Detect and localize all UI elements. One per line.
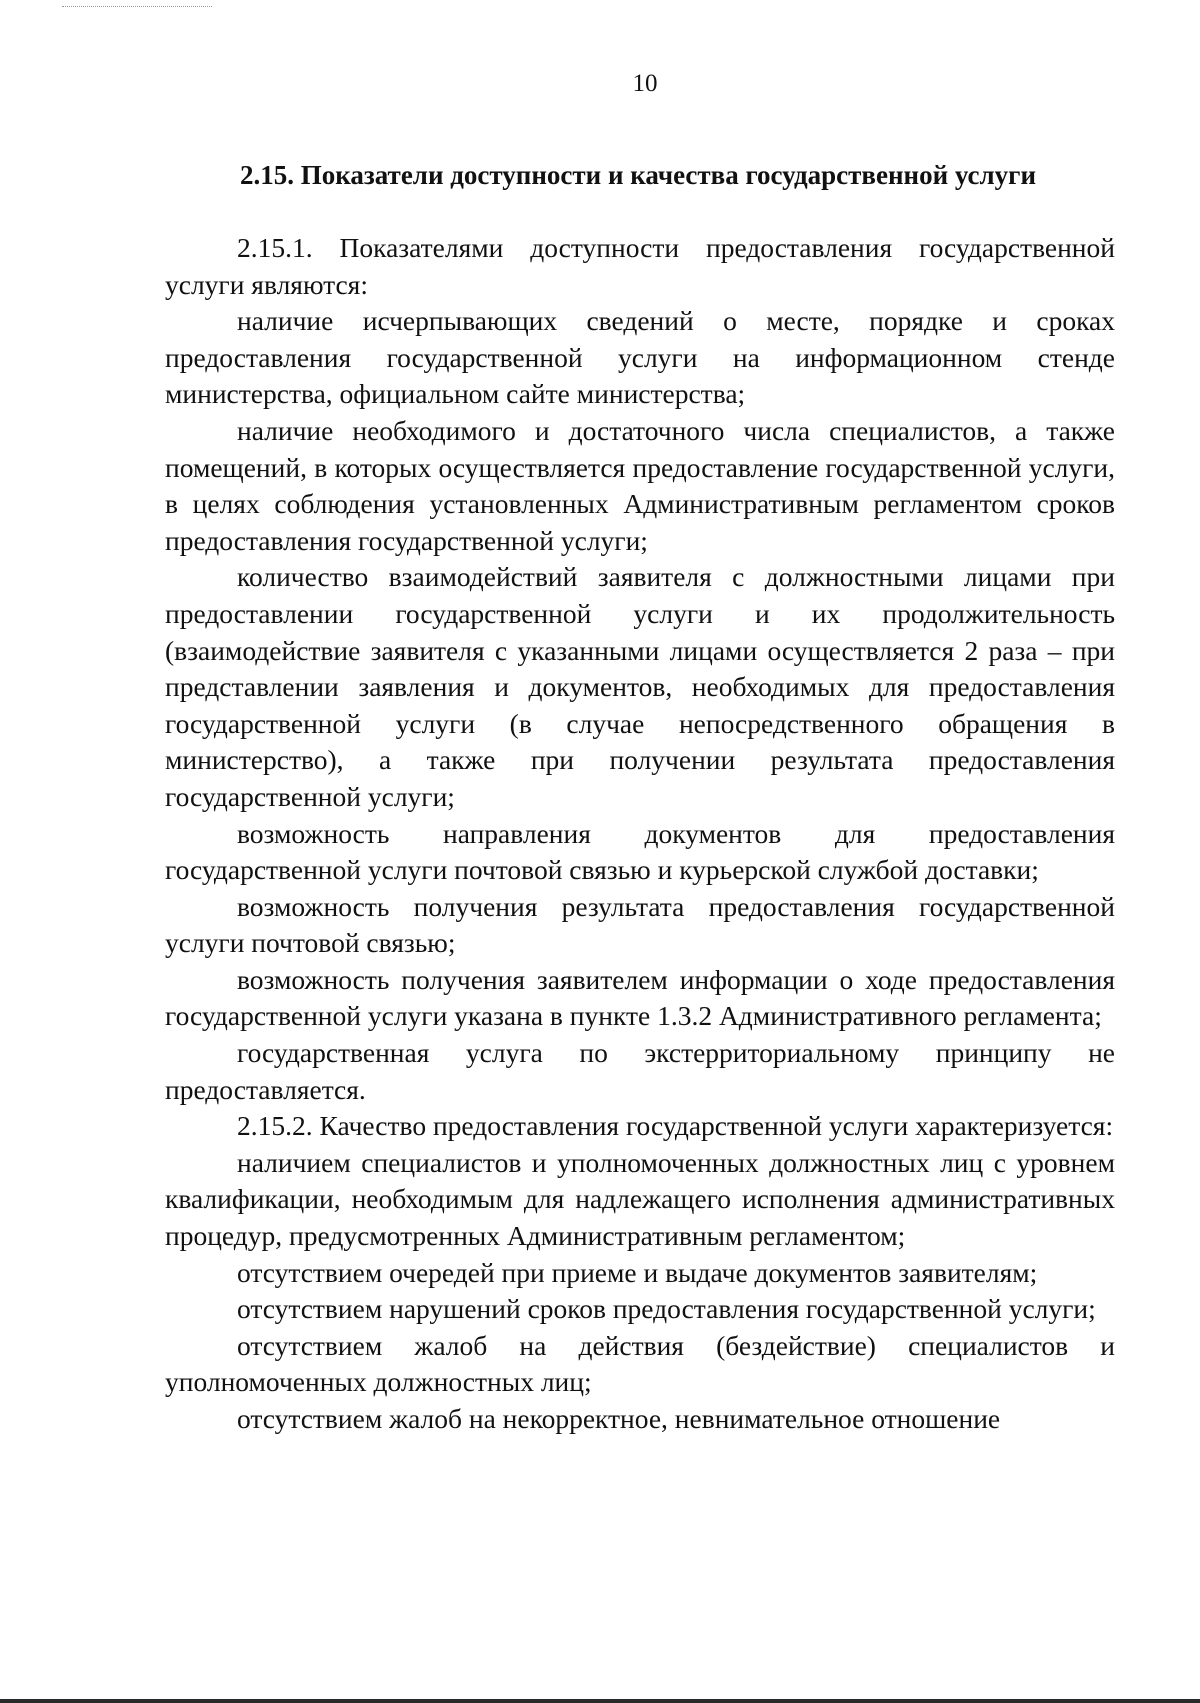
- document-body: [165, 230, 1115, 1438]
- scan-edge-line: [0, 1699, 1200, 1703]
- paragraph-2-15-1-intro: 2.15.1. Показателями доступности предоставления государственной услуги являются:: [165, 232, 1115, 300]
- paragraph-postal-submission: возможность направления документов для предоставления государственной услуги почтовой связью и курьерской службой доставки;: [165, 817, 1115, 886]
- paragraph-interactions-count: количество взаимодействий заявителя с должностными лицами при предоставлении государственной услуги и их продолжительность (взаимодействие заявителя с указанными лицами осуществляется 2 раза – при представлении заявления и документов, необходимых для предоставления государственной услуги (в случае непосредственного обращения в министерство), а также при получении результата предоставления государственной услуги;: [165, 561, 1115, 812]
- paragraph-qualified-staff: наличием специалистов и уполномоченных должностных лиц с уровнем квалификации, необходимым для надлежащего исполнения административных процедур, предусмотренных Административным регламентом;: [165, 1146, 1115, 1252]
- paragraph-no-deadline-violations: отсутствием нарушений сроков предоставления государственной услуги;: [237, 1293, 1096, 1325]
- paragraph-progress-info: возможность получения заявителем информации о ходе предоставления государственной услуги указана в пункте 1.3.2 Административного регламента;: [165, 963, 1115, 1032]
- paragraph-specialists-premises: наличие необходимого и достаточного числа специалистов, а также помещений, в которых осуществляется предоставление государственной услуги, в целях соблюдения установленных Административным регламентом сроков предоставления государственной услуги;: [165, 414, 1115, 556]
- section-heading: 2.15. Показатели доступности и качества государственной услуги: [240, 160, 1036, 190]
- paragraph-no-complaints-attitude: отсутствием жалоб на некорректное, невнимательное отношение: [237, 1403, 1001, 1434]
- paragraph-postal-result: возможность получения результата предоставления государственной услуги почтовой связью;: [165, 890, 1115, 959]
- paragraph-extraterritorial: государственная услуга по экстерриториальному принципу не предоставляется.: [165, 1037, 1115, 1105]
- paragraph-2-15-2-intro: 2.15.2. Качество предоставления государственной услуги характеризуется:: [237, 1110, 1114, 1142]
- paragraph-no-complaints-actions: отсутствием жалоб на действия (бездействие) специалистов и уполномоченных должностных лиц;: [165, 1329, 1115, 1398]
- page-number: 10: [632, 70, 658, 97]
- paragraph-info-availability: наличие исчерпывающих сведений о месте, порядке и сроках предоставления государственной услуги на информационном стенде министерства, официальном сайте министерства;: [165, 305, 1115, 410]
- scan-artifact: [62, 0, 212, 7]
- paragraph-no-queues: отсутствием очередей при приеме и выдаче документов заявителям;: [237, 1256, 1038, 1288]
